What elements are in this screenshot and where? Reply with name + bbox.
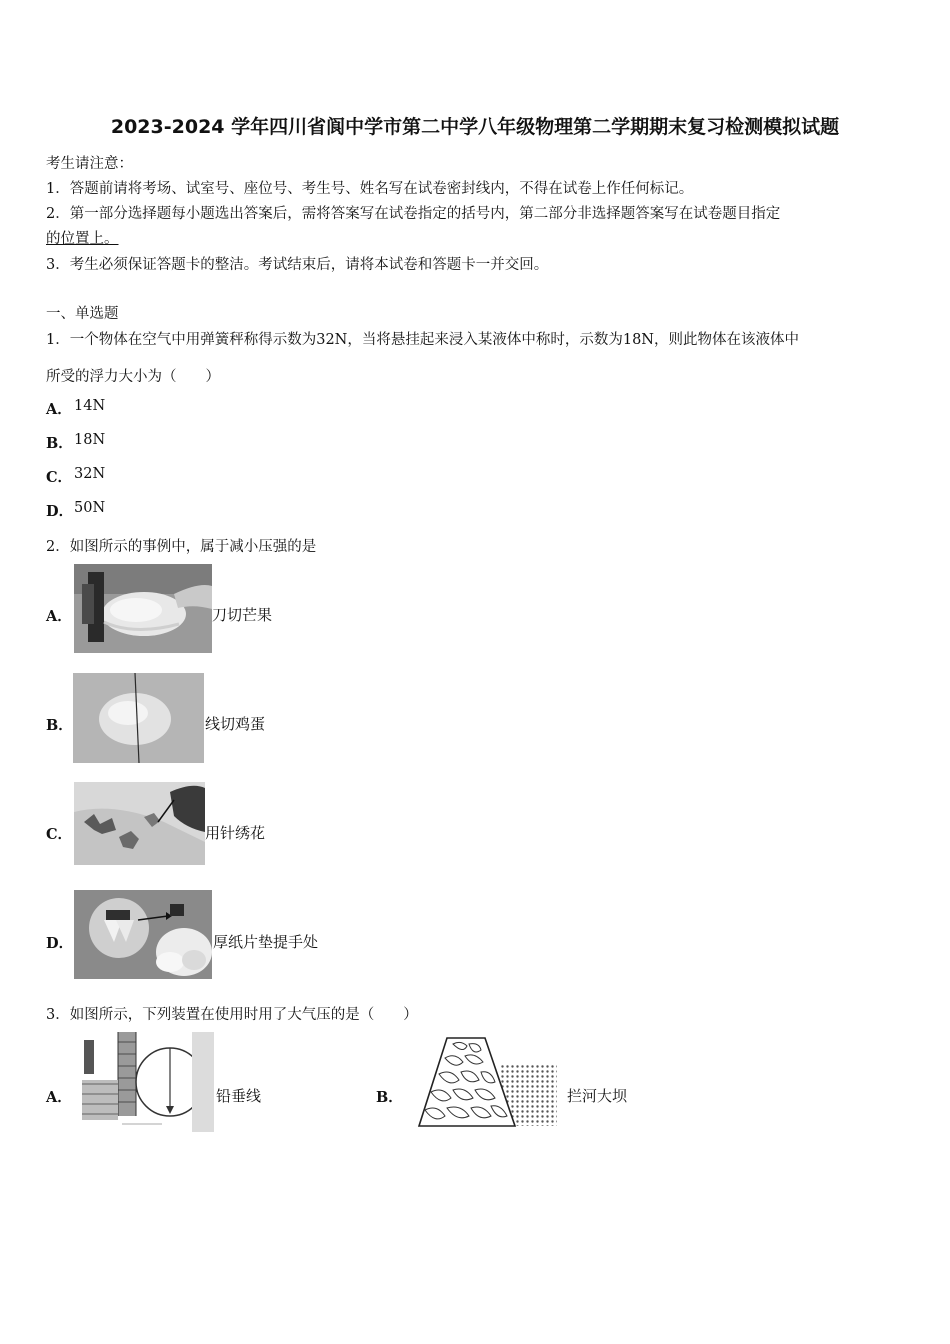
section-heading: 一、单选题 bbox=[46, 306, 119, 322]
notice-item-2-cont: 的位置上。 bbox=[46, 231, 119, 247]
q2-stem: 2．如图所示的事例中，属于减小压强的是 bbox=[46, 539, 317, 555]
q2-option-c-caption: 用针绣花 bbox=[205, 824, 266, 842]
notice-item-3: 3．考生必须保证答题卡的整洁。考试结束后，请将本试卷和答题卡一并交回。 bbox=[46, 257, 549, 273]
q2-option-b-letter: B． bbox=[46, 717, 73, 734]
mango-photo bbox=[74, 564, 212, 653]
q2-option-d-letter: D． bbox=[46, 935, 74, 952]
notice-item-1: 1．答题前请将考场、试室号、座位号、考生号、姓名写在试卷密封线内，不得在试卷上作任何标记。 bbox=[46, 181, 694, 197]
q1-option-d-text: 50N bbox=[74, 500, 106, 516]
q1-option-a-text: 14N bbox=[74, 398, 106, 414]
q3-stem: 3．如图所示，下列装置在使用时用了大气压的是（ ） bbox=[46, 1007, 418, 1023]
q1-option-c-text: 32N bbox=[74, 466, 106, 482]
q2-option-c-letter: C． bbox=[46, 826, 73, 843]
q1-option-c-letter: C． bbox=[46, 469, 73, 486]
q3-option-b-letter: B． bbox=[376, 1089, 403, 1106]
q2-option-d-caption: 厚纸片垫提手处 bbox=[213, 933, 319, 951]
dam-figure bbox=[415, 1034, 557, 1128]
q2-option-b-caption: 线切鸡蛋 bbox=[205, 715, 266, 733]
q1-option-d-letter: D． bbox=[46, 503, 74, 520]
q1-stem-line2: 所受的浮力大小为（ ） bbox=[46, 369, 220, 385]
plumb-line-figure bbox=[82, 1032, 214, 1132]
q1-option-b-text: 18N bbox=[74, 432, 106, 448]
q3-option-a-letter: A． bbox=[46, 1089, 72, 1106]
q1-stem-line1: 1．一个物体在空气中用弹簧秤称得示数为32N，当将悬挂起来浸入某液体中称时，示数为18N，则此物体在该液体中 bbox=[46, 332, 799, 348]
page-title: 2023-2024 学年四川省阆中学市第二中学八年级物理第二学期期末复习检测模拟试题 bbox=[110, 116, 840, 138]
bag-handle-photo bbox=[74, 890, 212, 979]
egg-photo bbox=[73, 673, 204, 763]
q2-option-a-letter: A． bbox=[46, 608, 72, 625]
notice-item-2: 2．第一部分选择题每小题选出答案后，需将答案写在试卷指定的括号内，第二部分非选择题答案写在试卷题目指定 bbox=[46, 206, 781, 222]
notice-heading: 考生请注意： bbox=[46, 156, 133, 172]
q3-option-a-caption: 铅垂线 bbox=[216, 1087, 262, 1105]
q1-option-b-letter: B． bbox=[46, 435, 73, 452]
q1-option-a-letter: A． bbox=[46, 401, 72, 418]
embroidery-photo bbox=[74, 782, 205, 865]
q2-option-a-caption: 刀切芒果 bbox=[212, 606, 273, 624]
q3-option-b-caption: 拦河大坝 bbox=[567, 1087, 628, 1105]
